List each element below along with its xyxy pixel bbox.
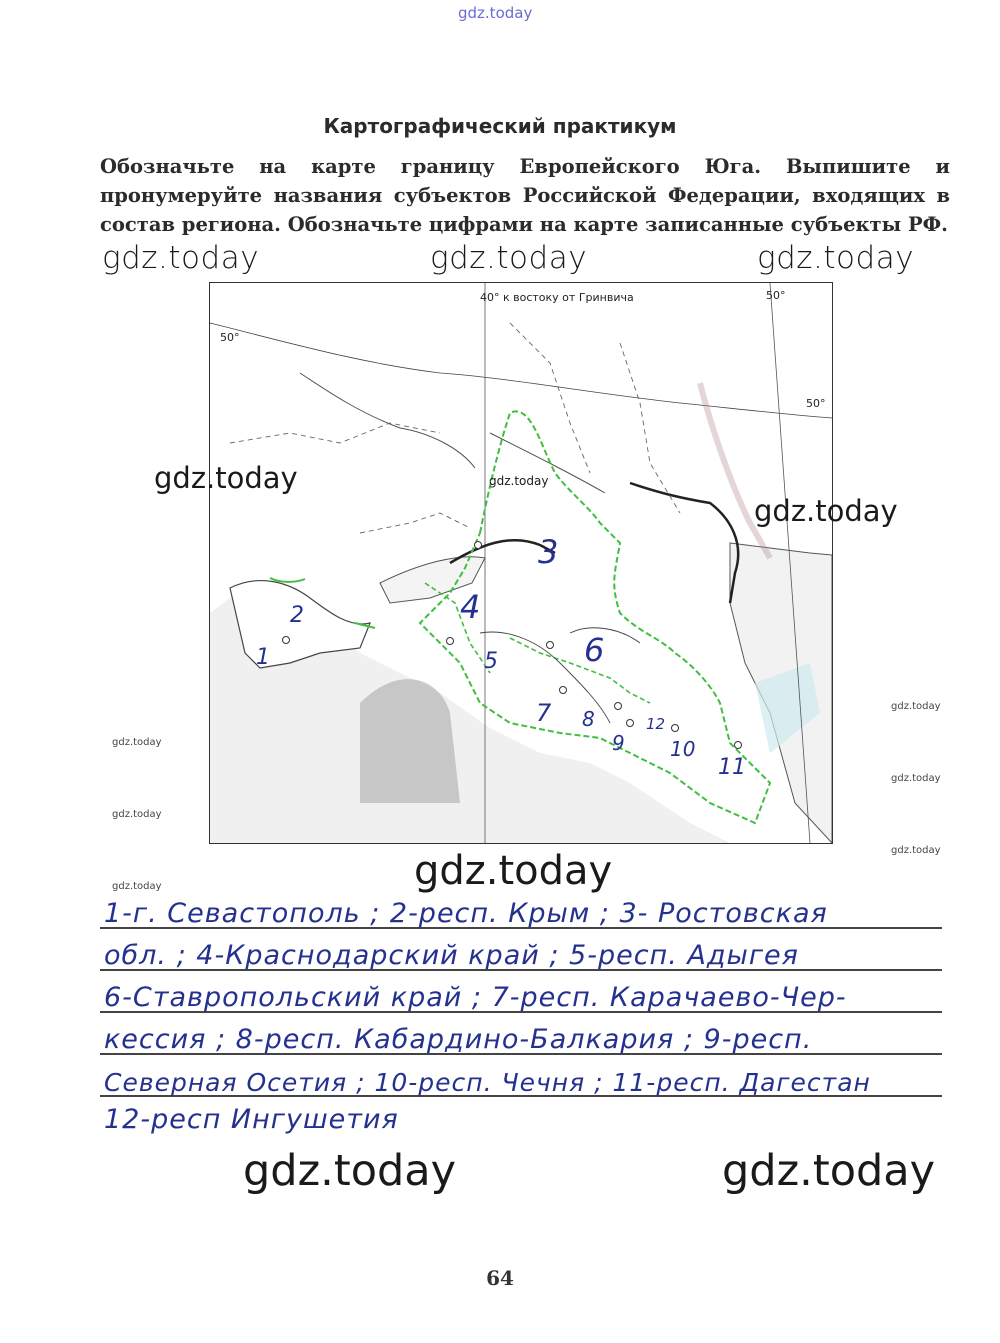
region-number: 5 [484,649,498,674]
watermark: gdz.today [102,240,260,276]
watermark: gdz.today [112,881,162,892]
watermark: gdz.today [112,737,162,748]
region-number: 11 [718,755,746,780]
watermark: gdz.today [722,1146,936,1196]
answer-line [0,1060,960,1100]
answer-line [0,1018,960,1058]
answer-text: Северная Осетия ; 10-респ. Чечня ; 11-респ. Дагестан [104,1068,871,1097]
kazakh-border [700,383,770,558]
watermark: gdz.today [430,240,588,276]
watermark: gdz.today [243,1146,457,1196]
answer-text: кессия ; 8-респ. Кабардино-Балкария ; 9-респ. [104,1024,813,1055]
region-number: 8 [582,707,595,731]
watermark: gdz.today [414,848,613,894]
answer-block [0,892,1000,1152]
region-number: 6 [584,631,605,669]
answer-text: 1-г. Севастополь ; 2-респ. Крым ; 3- Ростовская [104,898,828,929]
region-number: 4 [460,588,481,626]
watermark: gdz.today [754,494,898,528]
answer-text: 12-респ Ингушетия [104,1104,399,1135]
page-number: 64 [486,1266,514,1290]
lat50-right-label: 50° [806,397,826,410]
answer-text: обл. ; 4-Краснодарский край ; 5-респ. Адыгея [104,940,799,971]
page-heading: Картографический практикум [323,114,677,138]
watermark: gdz.today [154,461,298,495]
lon50-label: 50° [766,289,786,302]
region-number: 9 [612,731,625,755]
watermark: gdz.today [489,474,549,488]
region-number: 7 [536,699,552,727]
contour-map [209,282,833,844]
answer-line-last [0,1098,960,1138]
region-number: 12 [646,715,666,733]
watermark: gdz.today [891,773,941,784]
watermark: gdz.today [891,845,941,856]
answer-line [0,976,960,1016]
region-number: 3 [538,533,559,571]
watermark: gdz.today [891,701,941,712]
answer-line [0,892,960,932]
answer-line [0,934,960,974]
watermark: gdz.today [112,809,162,820]
task-text: Обозначьте на карте границу Европейского Юга. Выпишите и пронумеруйте названия субъектов Российской Федерации, входящих в состав региона. Обозначьте цифрами на карте записанные субъекты РФ. [100,155,950,236]
volga [630,483,738,603]
lat50-left-label: 50° [220,331,240,344]
watermark-top: gdz.today [458,4,533,22]
answer-text: 6-Ставропольский край ; 7-респ. Карачаево-Чер- [104,982,847,1013]
meridian-label: 40° к востоку от Гринвича [480,291,634,304]
watermark: gdz.today [757,240,915,276]
region-number: 1 [256,645,270,670]
region-number: 10 [670,737,696,761]
region-number: 2 [290,603,304,628]
